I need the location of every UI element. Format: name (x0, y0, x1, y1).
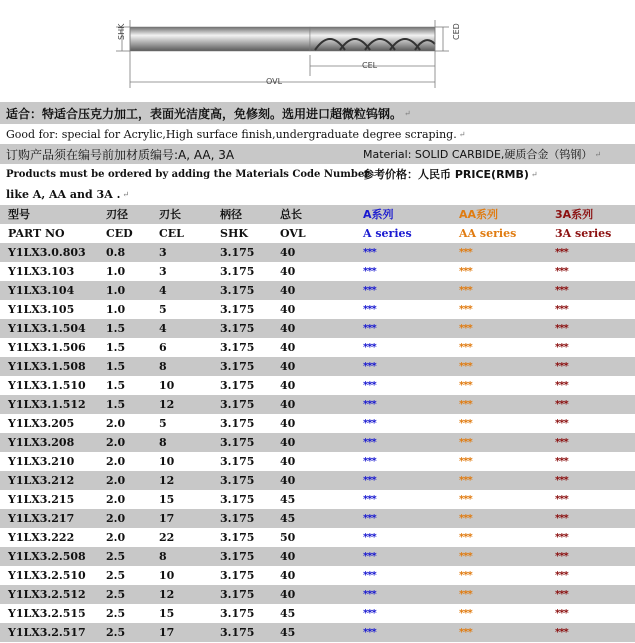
cell-aa-series-price: *** (459, 323, 472, 334)
cell-aa-series-price: *** (459, 494, 472, 505)
cell-aa-series-price: *** (459, 380, 472, 391)
cell-ovl: 40 (280, 569, 296, 582)
cell-ovl: 50 (280, 531, 296, 544)
cell-shk: 3.175 (220, 474, 255, 487)
cell-shk: 3.175 (220, 588, 255, 601)
cell-a-series-price: *** (363, 513, 376, 524)
header-cel: CEL (159, 227, 184, 240)
cell-cel: 8 (159, 550, 167, 563)
cell-aa-series-price: *** (459, 437, 472, 448)
cell-shk: 3.175 (220, 284, 255, 297)
header-3a-series-cn: 3A系列 (555, 208, 594, 221)
table-row (0, 604, 635, 623)
cell-ced: 2.0 (106, 531, 126, 544)
cell-ced: 0.8 (106, 246, 126, 259)
order-en-text: Products must be ordered by adding the Materials Code Number (6, 168, 370, 180)
header-ovl-cn: 总长 (280, 208, 302, 221)
cell-3a-series-price: *** (555, 418, 568, 429)
cell-3a-series-price: *** (555, 247, 568, 258)
header-part-no-cn: 型号 (8, 208, 30, 221)
cell-cel: 10 (159, 455, 175, 468)
cell-ced: 2.0 (106, 417, 126, 430)
cell-shk: 3.175 (220, 322, 255, 335)
cell-part-no: Y1LX3.1.508 (8, 360, 86, 373)
cell-3a-series-price: *** (555, 361, 568, 372)
cell-part-no: Y1LX3.1.506 (8, 341, 86, 354)
cell-cel: 12 (159, 474, 175, 487)
table-row (0, 528, 635, 547)
cell-cel: 12 (159, 398, 175, 411)
end-mill-drawing (0, 0, 635, 98)
cell-ced: 1.0 (106, 284, 126, 297)
cell-ced: 1.5 (106, 360, 126, 373)
cell-3a-series-price: *** (555, 380, 568, 391)
cell-cel: 4 (159, 284, 167, 297)
paragraph-mark-icon: ↵ (594, 149, 602, 159)
cell-cel: 8 (159, 436, 167, 449)
good-for-row (0, 124, 635, 144)
cell-aa-series-price: *** (459, 266, 472, 277)
cell-a-series-price: *** (363, 608, 376, 619)
cell-aa-series-price: *** (459, 513, 472, 524)
cell-shk: 3.175 (220, 512, 255, 525)
table-row (0, 357, 635, 376)
cell-part-no: Y1LX3.210 (8, 455, 75, 468)
cell-shk: 3.175 (220, 626, 255, 639)
ced-label: CED (452, 23, 461, 40)
table-row (0, 319, 635, 338)
cell-shk: 3.175 (220, 436, 255, 449)
cell-part-no: Y1LX3.103 (8, 265, 75, 278)
cell-3a-series-price: *** (555, 475, 568, 486)
cell-ovl: 40 (280, 455, 296, 468)
table-row (0, 547, 635, 566)
cell-part-no: Y1LX3.2.508 (8, 550, 86, 563)
cell-3a-series-price: *** (555, 494, 568, 505)
header-ced: CED (106, 227, 133, 240)
header-3a-series: 3A series (555, 227, 612, 240)
header-ced-cn: 刃径 (106, 208, 128, 221)
cell-aa-series-price: *** (459, 399, 472, 410)
cell-cel: 10 (159, 379, 175, 392)
cell-3a-series-price: *** (555, 532, 568, 543)
cell-ced: 2.5 (106, 550, 126, 563)
cell-ovl: 40 (280, 246, 296, 259)
cell-aa-series-price: *** (459, 570, 472, 581)
cell-cel: 22 (159, 531, 175, 544)
cell-a-series-price: *** (363, 380, 376, 391)
cell-cel: 17 (159, 512, 175, 525)
cell-part-no: Y1LX3.215 (8, 493, 75, 506)
cell-part-no: Y1LX3.1.504 (8, 322, 86, 335)
cell-cel: 6 (159, 341, 167, 354)
cell-aa-series-price: *** (459, 532, 472, 543)
cell-a-series-price: *** (363, 266, 376, 277)
cell-ovl: 40 (280, 303, 296, 316)
cell-a-series-price: *** (363, 361, 376, 372)
cell-3a-series-price: *** (555, 342, 568, 353)
cell-a-series-price: *** (363, 551, 376, 562)
cell-ced: 2.0 (106, 455, 126, 468)
cell-a-series-price: *** (363, 532, 376, 543)
cell-a-series-price: *** (363, 323, 376, 334)
paragraph-mark-icon: ↵ (122, 189, 130, 199)
shk-label: SHK (117, 23, 126, 40)
cell-3a-series-price: *** (555, 285, 568, 296)
order-en-row (0, 164, 635, 184)
cell-ovl: 40 (280, 474, 296, 487)
table-row (0, 376, 635, 395)
cell-shk: 3.175 (220, 341, 255, 354)
cell-part-no: Y1LX3.105 (8, 303, 75, 316)
cell-shk: 3.175 (220, 550, 255, 563)
cell-ced: 2.0 (106, 474, 126, 487)
shank-body (130, 27, 310, 51)
cell-shk: 3.175 (220, 455, 255, 468)
cell-part-no: Y1LX3.212 (8, 474, 75, 487)
cell-part-no: Y1LX3.2.515 (8, 607, 86, 620)
header-shk: SHK (220, 227, 248, 240)
cell-aa-series-price: *** (459, 627, 472, 638)
cell-shk: 3.175 (220, 531, 255, 544)
cell-3a-series-price: *** (555, 304, 568, 315)
cell-shk: 3.175 (220, 417, 255, 430)
cell-cel: 12 (159, 588, 175, 601)
table-row (0, 585, 635, 604)
table-row (0, 243, 635, 262)
table-row (0, 509, 635, 528)
cell-3a-series-price: *** (555, 608, 568, 619)
good-for-text: Good for: special for Acrylic,High surface finish,undergraduate degree scraping. (6, 127, 457, 141)
cell-ced: 1.5 (106, 322, 126, 335)
table-row (0, 300, 635, 319)
order-row (0, 144, 635, 164)
cell-part-no: Y1LX3.104 (8, 284, 75, 297)
cel-label: CEL (362, 61, 378, 70)
cell-ced: 2.0 (106, 493, 126, 506)
cell-a-series-price: *** (363, 589, 376, 600)
cell-part-no: Y1LX3.2.510 (8, 569, 86, 582)
cell-aa-series-price: *** (459, 475, 472, 486)
cell-a-series-price: *** (363, 627, 376, 638)
cell-part-no: Y1LX3.2.517 (8, 626, 86, 639)
paragraph-mark-icon: ↵ (458, 129, 466, 139)
cell-ovl: 40 (280, 417, 296, 430)
cell-ovl: 45 (280, 512, 296, 525)
cell-ced: 2.5 (106, 626, 126, 639)
like-text: like A, AA and 3A . (6, 187, 121, 201)
cell-ced: 1.5 (106, 379, 126, 392)
cell-ovl: 40 (280, 322, 296, 335)
cell-a-series-price: *** (363, 437, 376, 448)
cell-part-no: Y1LX3.217 (8, 512, 75, 525)
header-part-no: PART NO (8, 227, 65, 240)
cell-aa-series-price: *** (459, 608, 472, 619)
header-shk-cn: 柄径 (220, 208, 242, 221)
cell-part-no: Y1LX3.205 (8, 417, 75, 430)
cell-ced: 2.5 (106, 607, 126, 620)
cell-3a-series-price: *** (555, 570, 568, 581)
table-row (0, 433, 635, 452)
cell-cel: 3 (159, 265, 167, 278)
cell-cel: 8 (159, 360, 167, 373)
cell-ovl: 45 (280, 607, 296, 620)
cell-ced: 2.0 (106, 436, 126, 449)
header-a-series: A series (363, 227, 412, 240)
cell-part-no: Y1LX3.1.510 (8, 379, 86, 392)
order-cn-text: 订购产品须在编号前加材质编号:A, AA, 3A (6, 147, 235, 162)
cell-aa-series-price: *** (459, 247, 472, 258)
table-row (0, 338, 635, 357)
material-text: Material: SOLID CARBIDE,硬质合金（钨钢） (363, 148, 593, 161)
cell-a-series-price: *** (363, 475, 376, 486)
price-text: 参考价格：人民币 PRICE(RMB) (363, 168, 529, 181)
cell-cel: 5 (159, 303, 167, 316)
cell-ced: 1.0 (106, 303, 126, 316)
cell-ced: 1.5 (106, 341, 126, 354)
cell-shk: 3.175 (220, 360, 255, 373)
table-header-cn (0, 205, 635, 224)
cell-aa-series-price: *** (459, 285, 472, 296)
cell-a-series-price: *** (363, 304, 376, 315)
header-aa-series-cn: AA系列 (459, 208, 499, 221)
cell-ced: 1.5 (106, 398, 126, 411)
cell-cel: 15 (159, 493, 175, 506)
cell-ovl: 40 (280, 284, 296, 297)
cell-aa-series-price: *** (459, 418, 472, 429)
cell-aa-series-price: *** (459, 342, 472, 353)
cell-ced: 2.5 (106, 588, 126, 601)
applicable-row (0, 102, 635, 124)
cell-a-series-price: *** (363, 418, 376, 429)
cell-cel: 4 (159, 322, 167, 335)
header-cel-cn: 刃长 (159, 208, 181, 221)
table-row (0, 490, 635, 509)
cell-shk: 3.175 (220, 303, 255, 316)
cell-a-series-price: *** (363, 247, 376, 258)
cell-ced: 2.5 (106, 569, 126, 582)
cell-part-no: Y1LX3.208 (8, 436, 75, 449)
table-row (0, 395, 635, 414)
cell-3a-series-price: *** (555, 551, 568, 562)
cell-3a-series-price: *** (555, 399, 568, 410)
cell-aa-series-price: *** (459, 304, 472, 315)
like-row (0, 184, 635, 204)
cell-3a-series-price: *** (555, 456, 568, 467)
table-row (0, 281, 635, 300)
cell-part-no: Y1LX3.2.512 (8, 588, 86, 601)
cell-ovl: 40 (280, 341, 296, 354)
header-a-series-cn: A系列 (363, 208, 394, 221)
cell-aa-series-price: *** (459, 361, 472, 372)
cell-ovl: 40 (280, 379, 296, 392)
cell-shk: 3.175 (220, 398, 255, 411)
cell-3a-series-price: *** (555, 323, 568, 334)
cell-a-series-price: *** (363, 399, 376, 410)
cell-shk: 3.175 (220, 246, 255, 259)
cell-part-no: Y1LX3.0.803 (8, 246, 86, 259)
cell-ced: 2.0 (106, 512, 126, 525)
cell-aa-series-price: *** (459, 589, 472, 600)
cell-ovl: 40 (280, 436, 296, 449)
cell-a-series-price: *** (363, 342, 376, 353)
paragraph-mark-icon: ↵ (530, 169, 538, 179)
table-header-en (0, 224, 635, 243)
table-row (0, 623, 635, 642)
cell-cel: 3 (159, 246, 167, 259)
cell-3a-series-price: *** (555, 513, 568, 524)
cell-a-series-price: *** (363, 285, 376, 296)
cell-aa-series-price: *** (459, 551, 472, 562)
cell-a-series-price: *** (363, 456, 376, 467)
ovl-label: OVL (266, 77, 283, 86)
cell-cel: 5 (159, 417, 167, 430)
cell-3a-series-price: *** (555, 589, 568, 600)
cell-ovl: 40 (280, 265, 296, 278)
cell-a-series-price: *** (363, 570, 376, 581)
cell-aa-series-price: *** (459, 456, 472, 467)
cell-ovl: 40 (280, 550, 296, 563)
header-aa-series: AA series (459, 227, 517, 240)
cell-shk: 3.175 (220, 265, 255, 278)
cell-a-series-price: *** (363, 494, 376, 505)
cell-shk: 3.175 (220, 379, 255, 392)
table-row (0, 262, 635, 281)
cell-ovl: 40 (280, 588, 296, 601)
table-row (0, 414, 635, 433)
cell-cel: 17 (159, 626, 175, 639)
cell-shk: 3.175 (220, 569, 255, 582)
cell-ovl: 40 (280, 360, 296, 373)
applicable-text: 适合：特适合压克力加工，表面光洁度高，免修刻。选用进口超微粒钨钢。 (6, 106, 403, 121)
cell-ovl: 45 (280, 626, 296, 639)
header-ovl: OVL (280, 227, 306, 240)
cell-shk: 3.175 (220, 607, 255, 620)
table-row (0, 452, 635, 471)
cell-ovl: 40 (280, 398, 296, 411)
cell-3a-series-price: *** (555, 266, 568, 277)
cell-part-no: Y1LX3.1.512 (8, 398, 86, 411)
cell-cel: 15 (159, 607, 175, 620)
table-row (0, 471, 635, 490)
cell-shk: 3.175 (220, 493, 255, 506)
cell-3a-series-price: *** (555, 437, 568, 448)
cell-ced: 1.0 (106, 265, 126, 278)
cell-part-no: Y1LX3.222 (8, 531, 75, 544)
cell-ovl: 45 (280, 493, 296, 506)
table-row (0, 566, 635, 585)
cell-cel: 10 (159, 569, 175, 582)
paragraph-mark-icon: ↵ (404, 108, 411, 118)
cell-3a-series-price: *** (555, 627, 568, 638)
